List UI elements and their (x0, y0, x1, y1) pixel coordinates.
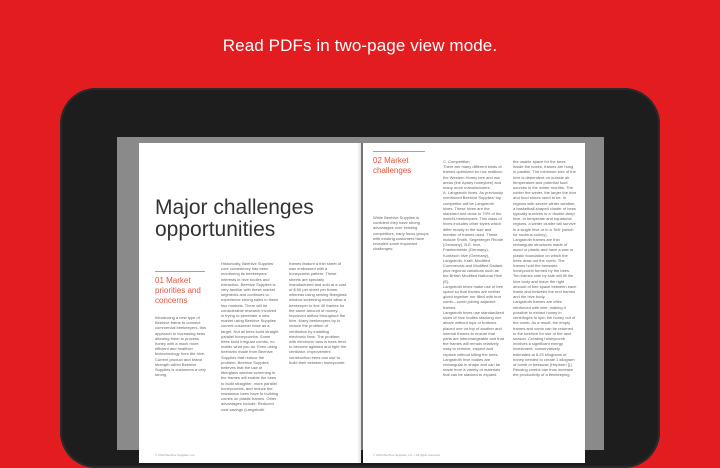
pdf-page-right[interactable] (363, 143, 585, 463)
page-title (155, 197, 355, 241)
page-title-line1: Major challenges (155, 196, 314, 219)
section-title-02 (373, 156, 411, 176)
section-title-line3: concerns (155, 296, 188, 305)
section-title-line1: 01 Market (155, 276, 191, 285)
text-column-3: frames feature a thin sheet of wax embossed with a honeycomb pattern. These sheets are specially manufactured and sold at a cost of $.50 per sheet per frame, whereas using sewing fiberglass window screening would allow a beekeeper to line 40 frames for the same amount of money. Improved airflow throughout the hive. Many beekeepers try to reduce the problem of ventilation by installing electronic fans. The problem with electronic fans is bees tend to become agitated and fight the ventilator. Improvement construction bees can use to build their between honeycomb. (289, 261, 347, 365)
intro-text: While Beehive Supplies is confident they have strong advantages over existing competitors, early focus groups with existing customers have revealed some important challenges: (373, 215, 429, 252)
section-divider (155, 271, 205, 272)
pdf-viewer[interactable] (117, 137, 604, 457)
headline: Read PDFs in two-page view mode. (222, 36, 498, 55)
text-column-2: Historically, Beehive Supplies' core consistency has been monitoring its beekeepers' interests in hive bodies and extraction. Beehive Supplies is very familiar with these market segments and continues to experience strong sales in these two markets. There will be considerable research involved in trying to penetrate a new market using Beehive Supplies current customer base as a target. Not all bees build straight parallel honeycombs. Some bees build irregular combs, no matter what you do. Even using beehives made from Beehive Supplies that reduce the problem, Beehive Supplies believes that the use of fiberglass window screening in the frames will enable the bees to build straighter, more parallel honeycombs, and reduce the resistance bees have to building combs on plastic frames. Other advantages include: Reduced cost savings (Langstroth (221, 261, 279, 412)
page-footer-right: © 2013 Beehive Supplies, Inc. • All rights reserved. (373, 453, 441, 457)
text-column-1: Introducing a new type of Beehive frame to connect commercial beekeepers, this approach to increasing bees allowing them to process honey with a much more efficient and healthier biotechnology from the hive. Current product and brand strength within Beehive Supplies is customers a very strong. (155, 315, 206, 378)
section-title-line2: priorities and (155, 286, 201, 295)
text-column-right: the usable space for the bees inside the boxes, frames are hung in parallel. The minimum size of the hive is dependent on outside air temperature and potential food sources in the winter months. The colder the winter, the larger the hive and food stores need to be. In regions with severe winter weather, a basketball-shaped cluster of bees typically survives in a 'double-deep' hive. In temperate and equatorial regions, a winter cluster will survive in a single hive or in a '5x5' (which for nucleus colony). Langstroth frames are thin rectangular structures made of wood or plastic and have a wax or plastic foundation on which the bees draw out the comb. The frames hold the beeswax honeycomb formed by the bees. Ten frames side by side will fill the hive body and leave the right amount of bee space between each frame and between the end frames and the hive body. Langstroth frames are often reinforced with wire, making it possible to extract honey in centrifuges to spin the honey out of the comb. As a result, the empty frames and comb can be returned to the beehive for use of the next season. Creating honeycomb involves a significant energy investment; conservatively estimated at 8.25 kilograms of honey needed to create 1 kilogram of comb or beeswax (Hepburn [].) Reusing combs can thus increase the productivity of a beekeeping (513, 159, 577, 378)
section-divider (373, 151, 425, 152)
section-title-line2: challenges (373, 166, 412, 175)
page-footer-left: © 2013 Beehive Supplies, Inc. (155, 453, 196, 457)
text-column-mid: C. Competition There are many different kinds of frames optimized for nuc mailbox; the Western Honey bee and nuc areas (the Apiary honeybee) and many more manufacturers. A. Langstroth hives. As previously mentioned Beehive Supplies' top competitor will be Langstroth hives. These hives are the standard and close to 70% of the world's beekeepers. This class of hives includes other styles which differ mostly in the size and number of frames used. These include Smith, Segeberger Rhode (Germany), B.E. hive, Frankenheide (Germany), Kuntzsch hive (Germany), Langstroth, Kraft, Modified Commercial and Modified Dadant, plus regional variations such as the British Modified National Hive (E). Langstroth hives make use of bee space so that frames are neither glued together nor filled with burr comb—comb joining adjacent frames. Langstroth hives use standardized sizes of hive bodies stacking one above without tops or bottoms placed one on top of another and internal frames to ensure that parts are interchangeable and that the frames will remain relatively easy to remove, inspect and replace without killing the bees. Langstroth hive bodies are rectangular in shape and can be made from a variety of materials that can be stacked to expand (443, 159, 504, 378)
pdf-page-left[interactable] (139, 143, 361, 463)
section-title-line1: 02 Market (373, 156, 409, 165)
section-title-01 (155, 276, 201, 306)
page-title-line2: opportunities (155, 218, 276, 241)
